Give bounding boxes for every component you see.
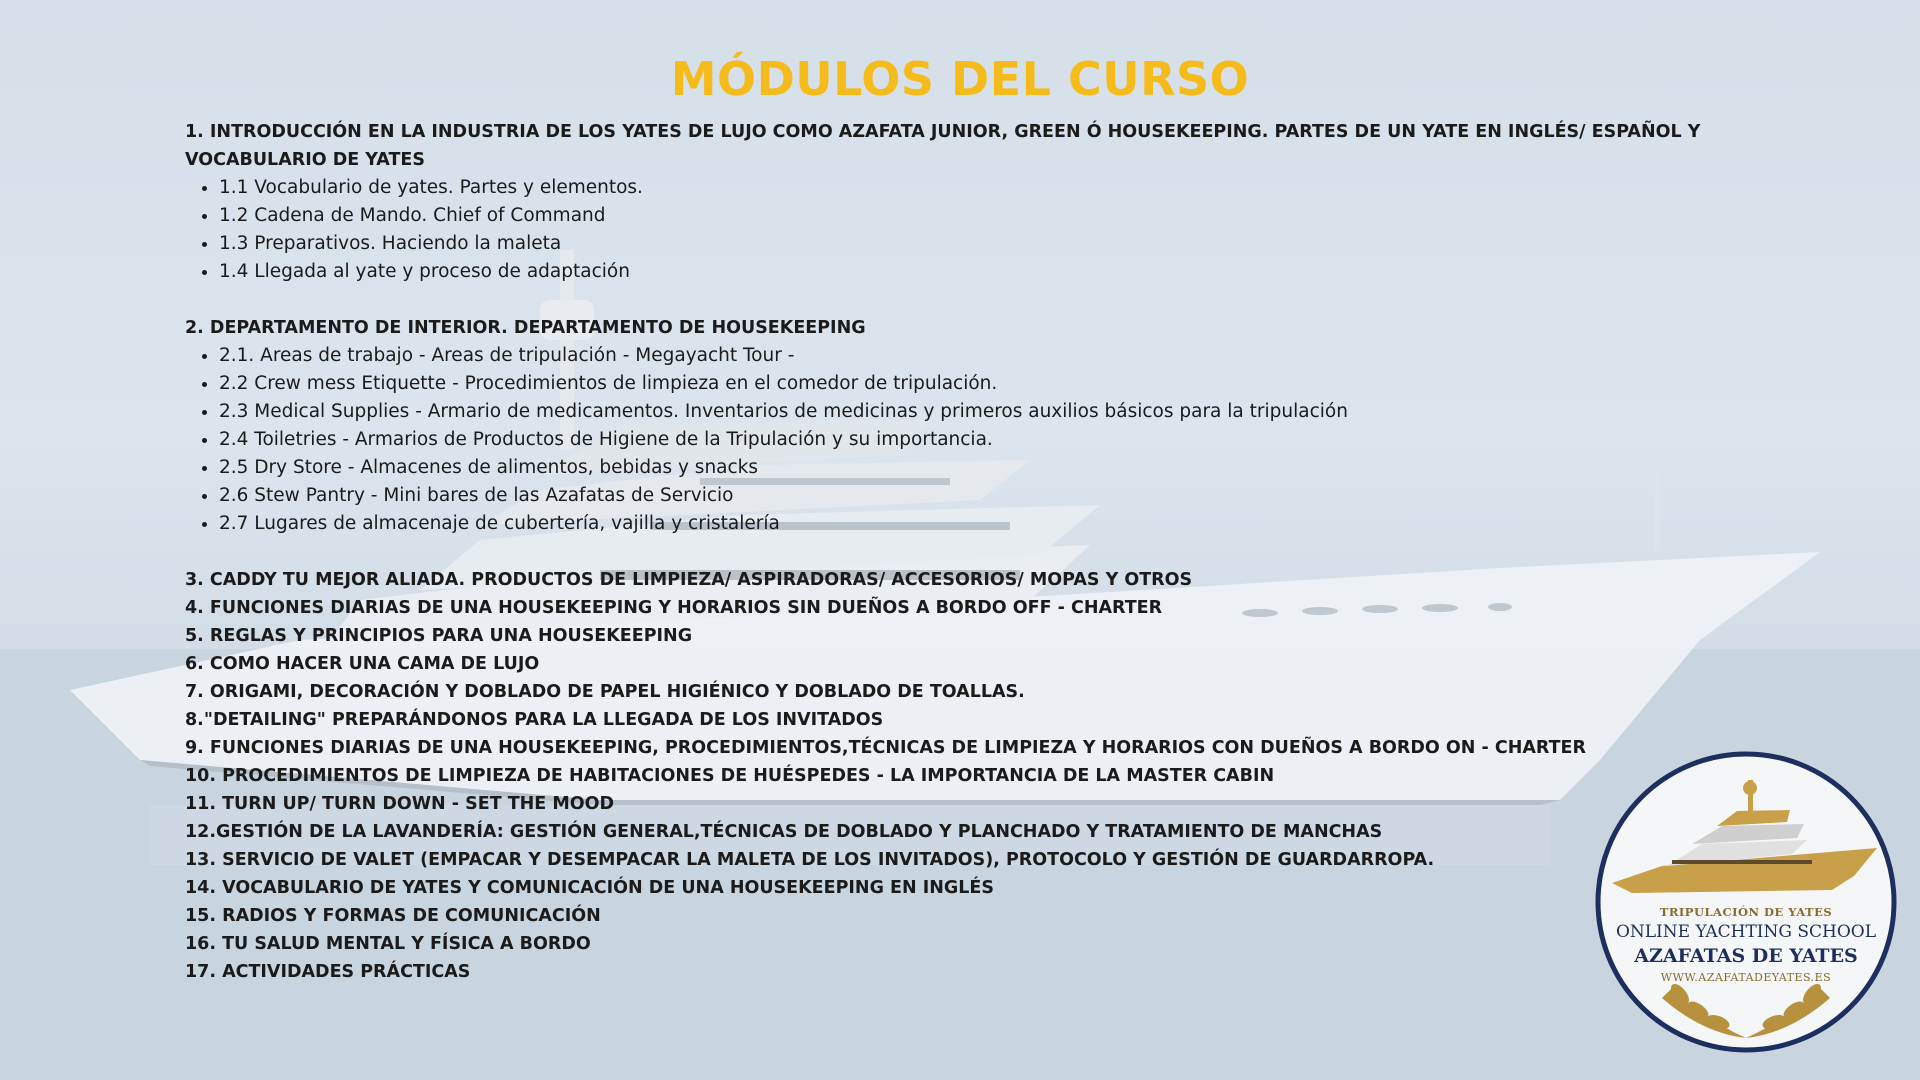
logo-school-name: ONLINE YACHTING SCHOOL [1615, 922, 1877, 942]
list-item: • 2.5 Dry Store - Almacenes de alimentos, bebidas y snacks [219, 454, 1725, 482]
module-heading: 11. TURN UP/ TURN DOWN - SET THE MOOD [185, 794, 615, 814]
module-heading: 9. FUNCIONES DIARIAS DE UNA HOUSEKEEPING, PROCEDIMIENTOS,TÉCNICAS DE LIMPIEZA Y HORARIOS CON DUEÑOS A BORDO ON - CHARTER [185, 738, 1586, 758]
module-heading: 5. REGLAS Y PRINCIPIOS PARA UNA HOUSEKEEPING [185, 626, 693, 646]
list-item: • 2.4 Toiletries - Armarios de Productos de Higiene de la Tripulación y su importancia. [219, 426, 1725, 454]
module-heading: 6. COMO HACER UNA CAMA DE LUJO [185, 654, 540, 674]
school-logo-seal [1592, 748, 1900, 1056]
module-heading: 12.GESTIÓN DE LA LAVANDERÍA: GESTIÓN GENERAL,TÉCNICAS DE DOBLADO Y PLANCHADO Y TRATAMIENTO DE MANCHAS [185, 822, 1383, 842]
list-item: • 1.1 Vocabulario de yates. Partes y elementos. [219, 174, 1725, 202]
module-heading: 14. VOCABULARIO DE YATES Y COMUNICACIÓN DE UNA HOUSEKEEPING EN INGLÉS [185, 878, 994, 898]
list-item: • 2.3 Medical Supplies - Armario de medicamentos. Inventarios de medicinas y primeros auxilios básicos para la tripulación [219, 398, 1725, 426]
page-title: MÓDULOS DEL CURSO [670, 52, 1250, 106]
module-heading: 13. SERVICIO DE VALET (EMPACAR Y DESEMPACAR LA MALETA DE LOS INVITADOS), PROTOCOLO Y GESTIÓN DE GUARDARROPA. [185, 850, 1435, 870]
list-item: • 1.4 Llegada al yate y proceso de adaptación [219, 258, 1725, 286]
module-heading: 2. DEPARTAMENTO DE INTERIOR. DEPARTAMENTO DE HOUSEKEEPING [185, 318, 866, 338]
logo-brand-name: AZAFATAS DE YATES [1634, 945, 1858, 967]
module-heading: 7. ORIGAMI, DECORACIÓN Y DOBLADO DE PAPEL HIGIÉNICO Y DOBLADO DE TOALLAS. [185, 682, 1025, 702]
course-modules [185, 118, 1725, 986]
module-heading: 1. INTRODUCCIÓN EN LA INDUSTRIA DE LOS YATES DE LUJO COMO AZAFATA JUNIOR, GREEN Ó HOUSEKEEPING. PARTES DE UN YATE EN INGLÉS/ ESPAÑOL Y VOCABULARIO DE YATES [185, 122, 1701, 170]
logo-url: WWW.AZAFATADEYATES.ES [1660, 971, 1832, 984]
list-item: • 2.2 Crew mess Etiquette - Procedimientos de limpieza en el comedor de tripulación. [219, 370, 1725, 398]
list-item: • 2.1. Areas de trabajo - Areas de tripulación - Megayacht Tour - [219, 342, 1725, 370]
module-heading: 15. RADIOS Y FORMAS DE COMUNICACIÓN [185, 906, 601, 926]
module-heading: 3. CADDY TU MEJOR ALIADA. PRODUCTOS DE LIMPIEZA/ ASPIRADORAS/ ACCESORIOS/ MOPAS Y OTROS [185, 570, 1193, 590]
list-item: • 1.3 Preparativos. Haciendo la maleta [219, 230, 1725, 258]
module-heading: 8."DETAILING" PREPARÁNDONOS PARA LA LLEGADA DE LOS INVITADOS [185, 710, 884, 730]
module-heading: 10. PROCEDIMIENTOS DE LIMPIEZA DE HABITACIONES DE HUÉSPEDES - LA IMPORTANCIA DE LA MASTER CABIN [185, 766, 1275, 786]
list-item: • 2.6 Stew Pantry - Mini bares de las Azafatas de Servicio [219, 482, 1725, 510]
module-1-items [185, 174, 1725, 286]
module-heading: 4. FUNCIONES DIARIAS DE UNA HOUSEKEEPING Y HORARIOS SIN DUEÑOS A BORDO OFF - CHARTER [185, 598, 1163, 618]
module-heading: 17. ACTIVIDADES PRÁCTICAS [185, 962, 471, 982]
module-heading: 16. TU SALUD MENTAL Y FÍSICA A BORDO [185, 934, 591, 954]
list-item: • 2.7 Lugares de almacenaje de cubertería, vajilla y cristalería [219, 510, 1725, 538]
module-2-items [185, 342, 1725, 538]
list-item: • 1.2 Cadena de Mando. Chief of Command [219, 202, 1725, 230]
logo-subtitle: TRIPULACIÓN DE YATES [1659, 905, 1833, 919]
